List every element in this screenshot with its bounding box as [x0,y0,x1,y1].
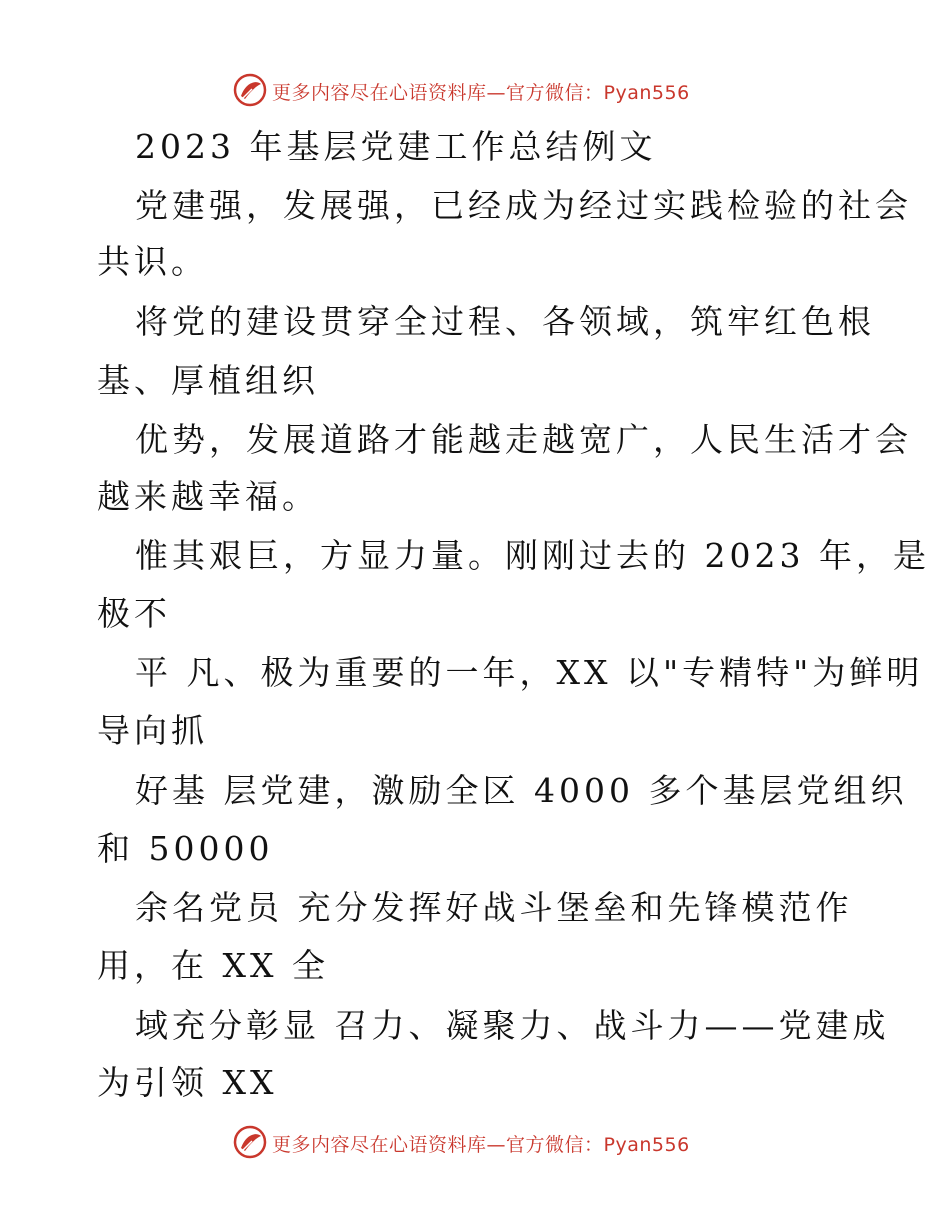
paragraph-line: 基、厚植组织 [97,361,319,400]
banner-wechat-id: Pyan556 [603,82,690,104]
paragraph-line: 和 50000 [97,829,274,868]
footer-watermark-banner [0,1122,950,1162]
paragraph-line: 优势，发展道路才能越走越宽广，人民生活才会 [135,420,912,459]
paragraph-line: 用，在 XX 全 [97,946,329,985]
paragraph-line: 共识。 [97,242,208,281]
paragraph-line: 惟其艰巨，方显力量。刚刚过去的 2023 年，是 [135,536,930,575]
banner-text: 更多内容尽在心语资料库—官方微信：Pyan556 [272,82,690,104]
pen-logo-icon [232,72,268,108]
paragraph-line: 好基 层党建，激励全区 4000 多个基层党组织 [135,771,908,810]
banner-wechat-id: Pyan556 [603,1134,690,1156]
pen-logo-icon [232,1124,268,1160]
paragraph-line: 导向抓 [97,711,208,750]
banner-text: 更多内容尽在心语资料库—官方微信：Pyan556 [272,1134,690,1156]
paragraph-line: 越来越幸福。 [97,477,319,516]
paragraph-line: 为引领 XX [97,1063,278,1102]
paragraph-line: 极不 [97,594,171,633]
document-title: 2023 年基层党建工作总结例文 [135,127,657,166]
paragraph-line: 将党的建设贯穿全过程、各领域，筑牢红色根 [135,302,875,341]
paragraph-line: 域充分彰显 召力、凝聚力、战斗力——党建成 [135,1006,890,1045]
paragraph-line: 余名党员 充分发挥好战斗堡垒和先锋模范作 [135,888,853,927]
header-watermark-banner [0,70,950,110]
paragraph-line: 党建强，发展强，已经成为经过实践检验的社会 [135,186,912,225]
paragraph-line: 平 凡、极为重要的一年，XX 以"专精特"为鲜明 [135,653,924,692]
